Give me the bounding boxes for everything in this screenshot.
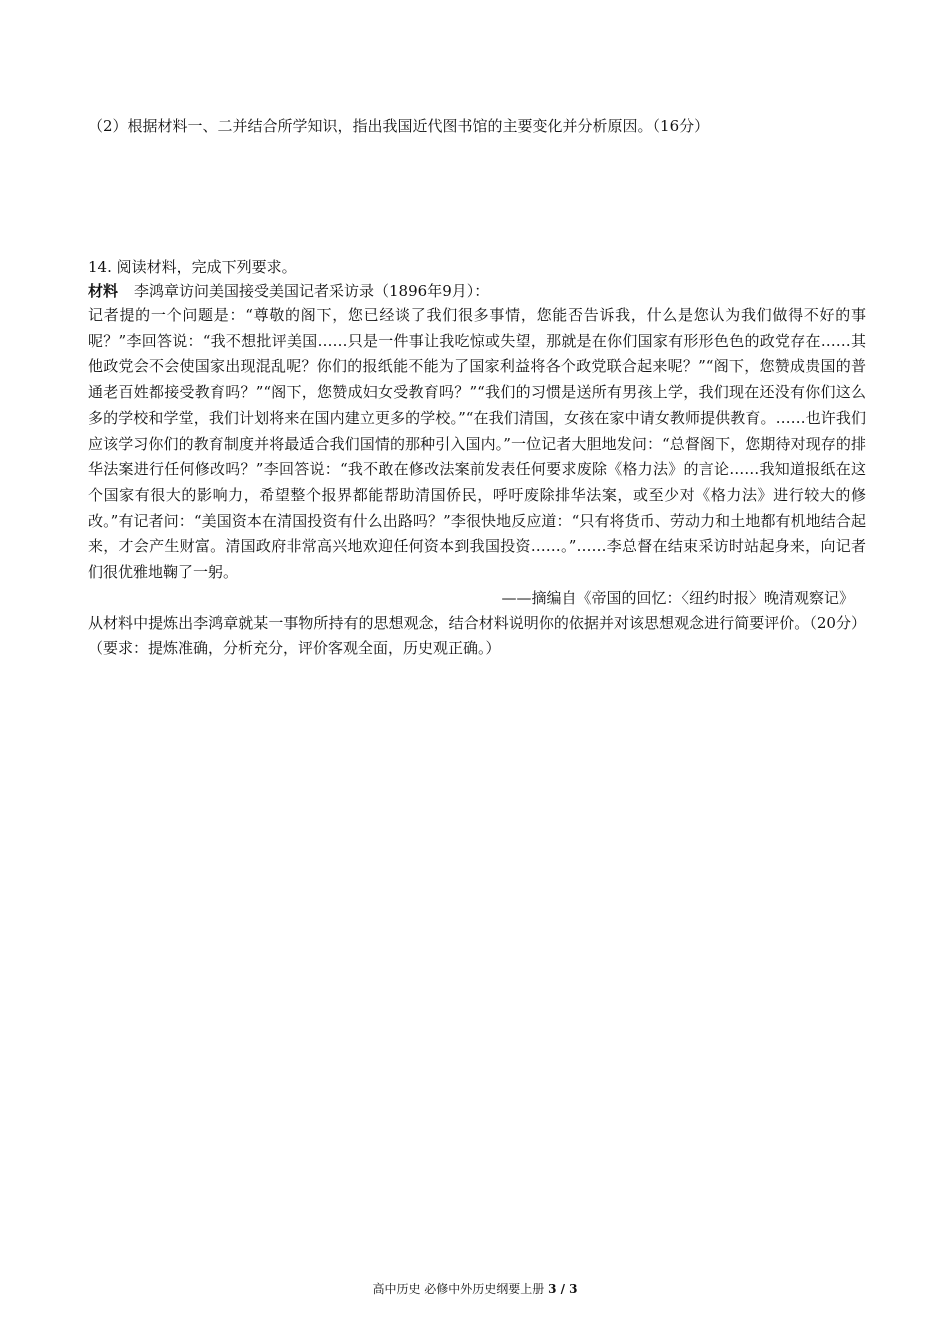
material-source: ——摘编自《帝国的回忆：〈纽约时报〉晚清观察记》 bbox=[501, 588, 854, 607]
question-2-text: （2）根据材料一、二并结合所学知识，指出我国近代图书馆的主要变化并分析原因。（16分） bbox=[88, 117, 710, 135]
footer-text: 高中历史 必修中外历史纲要上册 bbox=[372, 1282, 549, 1296]
material-title: 李鸿章访问美国接受美国记者采访录（1896年9月）： bbox=[134, 282, 490, 300]
page-number: 3 / 3 bbox=[548, 1282, 578, 1296]
material-title-line bbox=[88, 279, 866, 303]
page-footer bbox=[0, 1280, 950, 1298]
material-label: 材料 bbox=[88, 282, 119, 300]
question-14 bbox=[88, 255, 866, 662]
question-14-task: 从材料中提炼出李鸿章就某一事物所持有的思想观念，结合材料说明你的依据并对该思想观念进行简要评价。（20分）（要求：提炼准确，分析充分，评价客观全面，历史观正确。） bbox=[88, 613, 866, 658]
question-14-heading: 14. 阅读材料，完成下列要求。 bbox=[88, 258, 297, 276]
material-body: 记者提的一个问题是：“尊敬的阁下，您已经谈了我们很多事情，您能否告诉我，什么是您认为我们做得不好的事呢？”李回答说：“我不想批评美国……只是一件事让我吃惊或失望，那就是在你们国家有形形色色的政党存在……其他政党会不会使国家出现混乱呢？你们的报纸能不能为了国家利益将各个政党联合起来呢？”“阁下，您赞成贵国的普通老百姓都接受教育吗？”“阁下，您赞成妇女受教育吗？”“我们的习惯是送所有男孩上学，我们现在还没有你们这么多的学校和学堂，我们计划将来在国内建立更多的学校。”“在我们清国，女孩在家中请女教师提供教育。……也许我们应该学习你们的教育制度并将最适合我们国情的那种引入国内。”一位记者大胆地发问：“总督阁下，您期待对现存的排华法案进行任何修改吗？”李回答说：“我不敢在修改法案前发表任何要求废除《格力法》的言论……我知道报纸在这个国家有很大的影响力，希望整个报界都能帮助清国侨民，呼吁废除排华法案，或至少对《格力法》进行较大的修改。”有记者问：“美国资本在清国投资有什么出路吗？”李很快地反应道：“只有将货币、劳动力和土地都有机地结合起来，才会产生财富。清国政府非常高兴地欢迎任何资本到我国投资……。”……李总督在结束采访时站起身来，向记者们很优雅地鞠了一躬。 bbox=[88, 306, 866, 582]
